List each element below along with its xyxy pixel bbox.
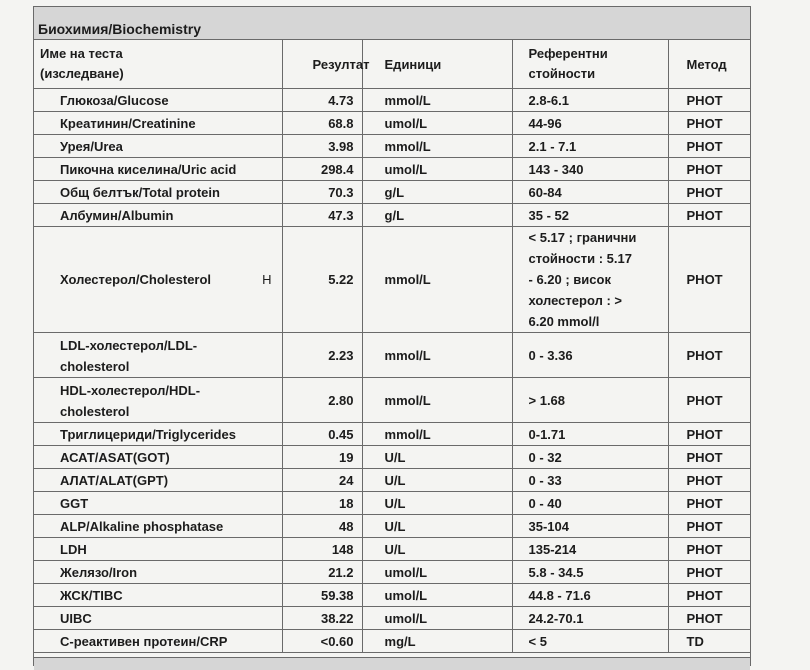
reference-range: 60-84: [512, 181, 668, 204]
test-method: PHOT: [668, 378, 750, 423]
result-unit: U/L: [362, 538, 512, 561]
test-name: ALP/Alkaline phosphatase: [34, 515, 252, 538]
result-flag: [252, 561, 282, 584]
result-flag: [252, 112, 282, 135]
result-flag: [252, 135, 282, 158]
reference-range: 135-214: [512, 538, 668, 561]
test-name-line: cholesterol: [60, 359, 130, 374]
table-row: [34, 469, 750, 492]
result-unit: U/L: [362, 515, 512, 538]
reference-range: 0 - 40: [512, 492, 668, 515]
result-unit: mmol/L: [362, 423, 512, 446]
result-unit: mmol/L: [362, 89, 512, 112]
test-method: PHOT: [668, 584, 750, 607]
table-row: [34, 630, 750, 653]
result-unit: umol/L: [362, 158, 512, 181]
result-unit: mg/L: [362, 630, 512, 653]
test-name: С-реактивен протеин/CRP: [34, 630, 252, 653]
result-unit: g/L: [362, 204, 512, 227]
result-value: 38.22: [282, 607, 362, 630]
test-name: Триглицериди/Triglycerides: [34, 423, 252, 446]
result-value: 59.38: [282, 584, 362, 607]
result-flag: [252, 446, 282, 469]
table-row: [34, 538, 750, 561]
result-flag: [252, 158, 282, 181]
result-unit: mmol/L: [362, 378, 512, 423]
test-name: [34, 333, 252, 378]
result-unit: umol/L: [362, 584, 512, 607]
reference-range: 24.2-70.1: [512, 607, 668, 630]
header-reference-line2: стойности: [528, 66, 596, 81]
table-row: [34, 89, 750, 112]
result-value: 48: [282, 515, 362, 538]
table-row: [34, 158, 750, 181]
result-value: 2.23: [282, 333, 362, 378]
test-method: PHOT: [668, 607, 750, 630]
reference-range: 44.8 - 71.6: [512, 584, 668, 607]
section-header: [34, 7, 750, 40]
test-method: PHOT: [668, 89, 750, 112]
result-value: 21.2: [282, 561, 362, 584]
table-row: [34, 607, 750, 630]
reference-range-line: < 5.17 ; гранични: [528, 230, 637, 245]
test-name: АЛАТ/ALAT(GPT): [34, 469, 252, 492]
table-row: [34, 584, 750, 607]
table-row: [34, 204, 750, 227]
test-method: PHOT: [668, 181, 750, 204]
test-name: Креатинин/Creatinine: [34, 112, 252, 135]
test-method: PHOT: [668, 158, 750, 181]
test-method: PHOT: [668, 423, 750, 446]
table-row: [34, 492, 750, 515]
result-unit: umol/L: [362, 561, 512, 584]
test-method: PHOT: [668, 333, 750, 378]
reference-range: 0 - 3.36: [512, 333, 668, 378]
result-flag: [252, 378, 282, 423]
result-flag: [252, 515, 282, 538]
header-reference: [512, 40, 668, 89]
test-method: TD: [668, 630, 750, 653]
result-value: 298.4: [282, 158, 362, 181]
reference-range-line: - 6.20 ; висок: [528, 272, 611, 287]
reference-range: 35 - 52: [512, 204, 668, 227]
result-flag: [252, 584, 282, 607]
test-name: Пикочна киселина/Uric acid: [34, 158, 252, 181]
result-value: 18: [282, 492, 362, 515]
test-name: ЖСК/TIBC: [34, 584, 252, 607]
reference-range: 0 - 33: [512, 469, 668, 492]
reference-range: 0-1.71: [512, 423, 668, 446]
test-method: PHOT: [668, 561, 750, 584]
result-value: 2.80: [282, 378, 362, 423]
result-unit: mmol/L: [362, 135, 512, 158]
header-test-name: [34, 40, 282, 89]
reference-range: 143 - 340: [512, 158, 668, 181]
reference-range-line: холестерол : >: [528, 293, 622, 308]
table-row: [34, 333, 750, 378]
test-name-line: HDL-холестерол/HDL-: [60, 383, 201, 398]
header-reference-line1: Референтни: [528, 46, 608, 61]
test-method: PHOT: [668, 227, 750, 333]
table-row: [34, 378, 750, 423]
result-unit: umol/L: [362, 112, 512, 135]
test-name: Общ белтък/Total protein: [34, 181, 252, 204]
table-row: [34, 561, 750, 584]
result-unit: umol/L: [362, 607, 512, 630]
result-value: 4.73: [282, 89, 362, 112]
result-value: <0.60: [282, 630, 362, 653]
result-unit: U/L: [362, 492, 512, 515]
test-name: Глюкоза/Glucose: [34, 89, 252, 112]
table-row: [34, 135, 750, 158]
section-title: Биохимия/Biochemistry: [38, 21, 201, 37]
table-row: [34, 446, 750, 469]
result-flag: [252, 204, 282, 227]
table-row: [34, 112, 750, 135]
header-test-name-line1: Име на теста: [40, 46, 123, 61]
result-value: 47.3: [282, 204, 362, 227]
result-unit: g/L: [362, 181, 512, 204]
result-flag: [252, 423, 282, 446]
result-flag: [252, 607, 282, 630]
test-method: PHOT: [668, 515, 750, 538]
table-row: [34, 515, 750, 538]
result-flag: [252, 181, 282, 204]
test-name: GGT: [34, 492, 252, 515]
reference-range: 2.8-6.1: [512, 89, 668, 112]
result-flag: [252, 630, 282, 653]
result-flag: H: [252, 227, 282, 333]
result-value: 0.45: [282, 423, 362, 446]
reference-range: > 1.68: [512, 378, 668, 423]
test-name: UIBC: [34, 607, 252, 630]
result-flag: [252, 89, 282, 112]
result-flag: [252, 469, 282, 492]
result-value: 68.8: [282, 112, 362, 135]
header-test-name-line2: (изследване): [40, 66, 124, 81]
test-name-line: cholesterol: [60, 404, 130, 419]
result-unit: mmol/L: [362, 333, 512, 378]
result-unit: U/L: [362, 446, 512, 469]
test-method: PHOT: [668, 469, 750, 492]
result-value: 3.98: [282, 135, 362, 158]
result-value: 24: [282, 469, 362, 492]
biochemistry-report: [33, 6, 751, 666]
test-name: Албумин/Albumin: [34, 204, 252, 227]
test-name: Холестерол/Cholesterol: [34, 227, 252, 333]
test-name: АСАТ/ASAT(GOT): [34, 446, 252, 469]
reference-range: 35-104: [512, 515, 668, 538]
result-value: 148: [282, 538, 362, 561]
test-name: LDH: [34, 538, 252, 561]
result-value: 70.3: [282, 181, 362, 204]
table-row: [34, 227, 750, 333]
results-table: [34, 40, 750, 653]
header-units: Единици: [362, 40, 512, 89]
table-header-row: [34, 40, 750, 89]
test-method: PHOT: [668, 112, 750, 135]
test-name-line: LDL-холестерол/LDL-: [60, 338, 198, 353]
result-unit: mmol/L: [362, 227, 512, 333]
result-flag: [252, 538, 282, 561]
next-section-band: [34, 657, 750, 670]
test-method: PHOT: [668, 538, 750, 561]
test-method: PHOT: [668, 492, 750, 515]
header-result: Резултат: [282, 40, 362, 89]
test-name: [34, 378, 252, 423]
reference-range: 44-96: [512, 112, 668, 135]
reference-range-line: 6.20 mmol/l: [528, 314, 600, 329]
result-flag: [252, 492, 282, 515]
reference-range-line: стойности : 5.17: [528, 251, 632, 266]
reference-range: < 5: [512, 630, 668, 653]
test-name: Желязо/Iron: [34, 561, 252, 584]
table-row: [34, 423, 750, 446]
test-method: PHOT: [668, 135, 750, 158]
result-unit: U/L: [362, 469, 512, 492]
test-name: Урея/Urea: [34, 135, 252, 158]
result-value: 5.22: [282, 227, 362, 333]
table-row: [34, 181, 750, 204]
result-flag: [252, 333, 282, 378]
result-value: 19: [282, 446, 362, 469]
reference-range: [512, 227, 668, 333]
reference-range: 0 - 32: [512, 446, 668, 469]
reference-range: 2.1 - 7.1: [512, 135, 668, 158]
header-method: Метод: [668, 40, 750, 89]
test-method: PHOT: [668, 446, 750, 469]
reference-range: 5.8 - 34.5: [512, 561, 668, 584]
test-method: PHOT: [668, 204, 750, 227]
